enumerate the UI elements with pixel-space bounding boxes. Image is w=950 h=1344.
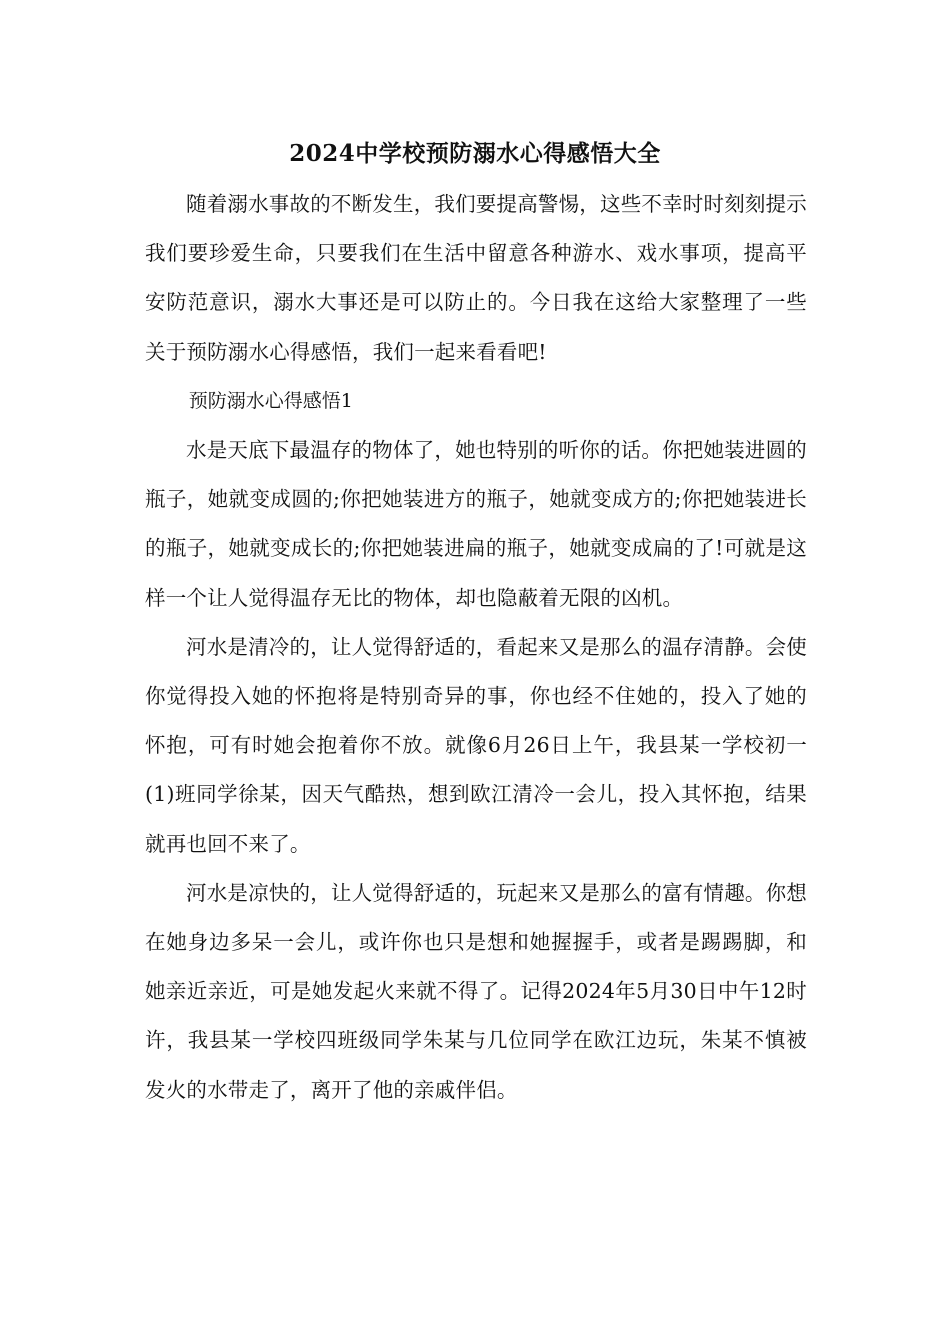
document-body <box>145 180 807 1115</box>
body-paragraph-1: 水是天底下最温存的物体了，她也特别的听你的话。你把她装进圆的瓶子，她就变成圆的;你把她装进方的瓶子，她就变成方的;你把她装进长的瓶子，她就变成长的;你把她装进扁的瓶子，她就变成扁的了!可就是这样一个让人觉得温存无比的物体，却也隐蔽着无限的凶机。 <box>145 438 807 610</box>
document-title: 2024中学校预防溺水心得感悟大全 <box>289 140 661 167</box>
body-paragraph-2: 河水是清冷的，让人觉得舒适的，看起来又是那么的温存清静。会使你觉得投入她的怀抱将是特别奇异的事，你也经不住她的，投入了她的怀抱，可有时她会抱着你不放。就像6月26日上午，我县某一学校初一(1)班同学徐某，因天气酷热，想到欧江清冷一会儿，投入其怀抱，结果就再也回不来了。 <box>145 634 807 856</box>
section-heading: 预防溺水心得感悟1 <box>188 389 353 412</box>
body-paragraph-3: 河水是凉快的，让人觉得舒适的，玩起来又是那么的富有情趣。你想在她身边多呆一会儿，或许你也只是想和她握握手，或者是踢踢脚，和她亲近亲近，可是她发起火来就不得了。记得2024年5月30日中午12时许，我县某一学校四班级同学朱某与几位同学在欧江边玩，朱某不慎被发火的水带走了，离开了他的亲戚伴侣。 <box>145 880 807 1102</box>
intro-paragraph: 随着溺水事故的不断发生，我们要提高警惕，这些不幸时时刻刻提示我们要珍爱生命，只要我们在生活中留意各种游水、戏水事项，提高平安防范意识，溺水大事还是可以防止的。今日我在这给大家整理了一些关于预防溺水心得感悟，我们一起来看看吧! <box>145 192 807 364</box>
